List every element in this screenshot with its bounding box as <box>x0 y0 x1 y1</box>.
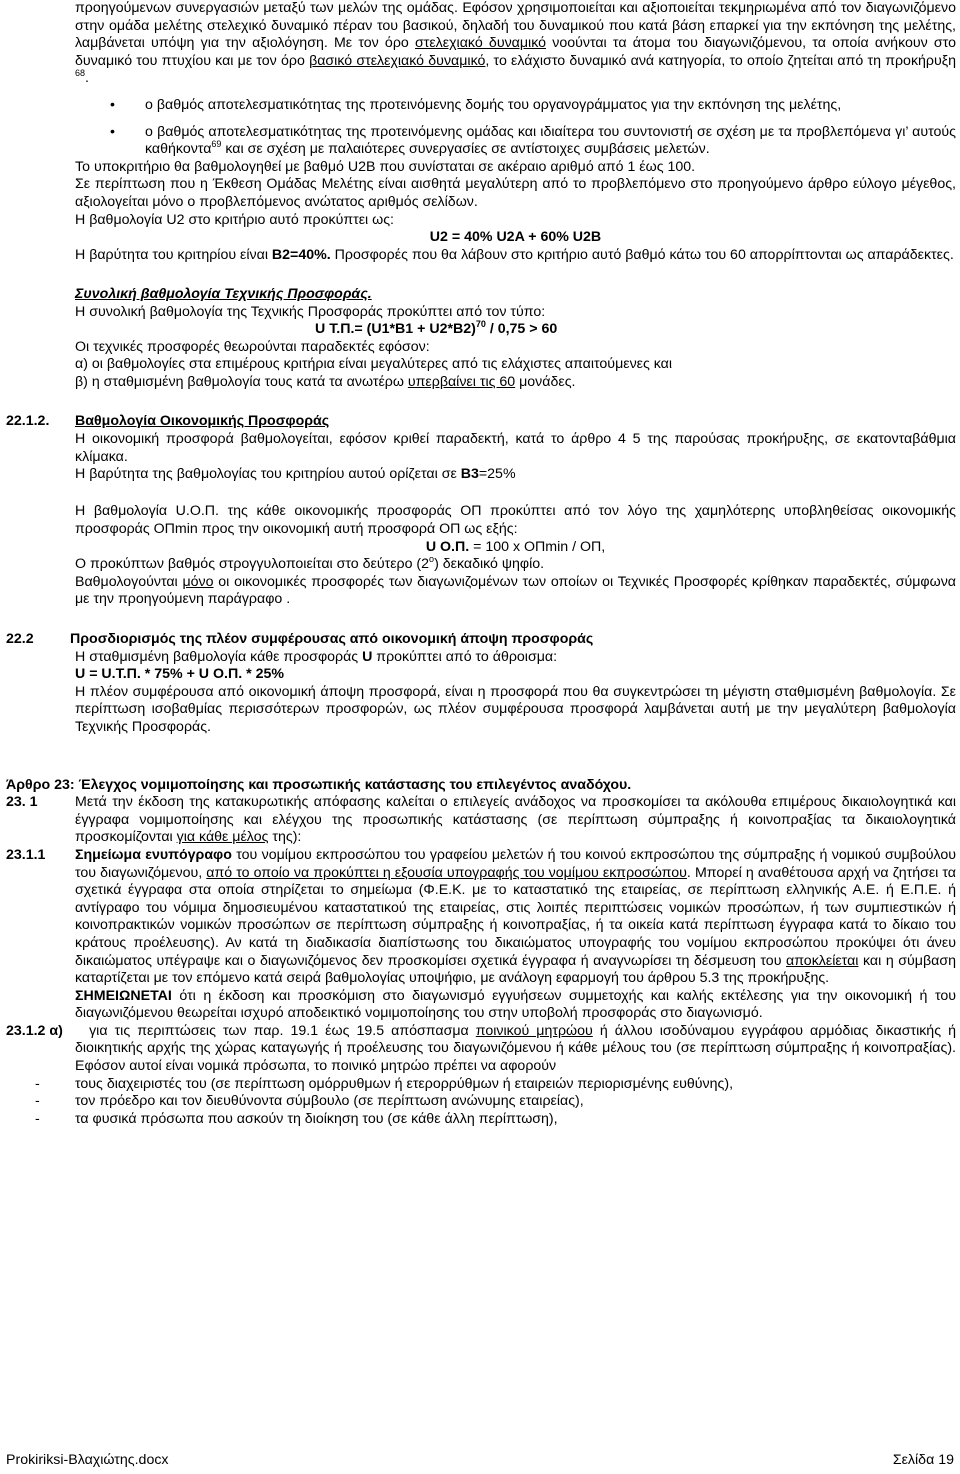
weighted-formula: U = U.Τ.Π. * 75% + U O.Π. * 25% <box>75 666 284 683</box>
paragraph-exceed: Σε περίπτωση που η Έκθεση Ομάδας Μελέτης είναι αισθητά μεγαλύτερη από το προβλεπόμενο στο προηγούμενο άρθρο εύλογο μέγεθος, αξιολογείται μόνο ο προβλεπόμενος ανώτατος αριθμός σελίδων. <box>75 176 956 210</box>
total-intro: Η συνολική βαθμολογία της Τεχνικής Προσφοράς προκύπτει από τον τύπο: <box>75 303 546 320</box>
section-23-1 <box>0 794 960 847</box>
bullet-item <box>145 97 956 115</box>
text: ΣΗΜΕΙΩΝΕΤΑΙ <box>75 987 172 1004</box>
footnote-ref: 70 <box>475 319 486 330</box>
text: β) η σταθμισμένη βαθμολογία τους κατά τα ανωτέρω <box>75 373 408 390</box>
dash-item: - τα φυσικά πρόσωπα που ασκούν τη διοίκηση του (σε κάθε άλλη περίπτωση), <box>75 1111 960 1129</box>
text: Προσφορές που θα λάβουν στο κριτήριο αυτό βαθμό κάτω του 60 απορρίπτονται ως απαράδεκτες. <box>330 246 954 263</box>
text: προηγούμενων συνεργασιών μεταξύ των μελών της ομάδας. Εφόσον χρησιμοποιείται και αξιοποιείται τεκμηριωμένα από τον διαγωνιζόμενο στην ομάδα μελέτης στελεχικό δυναμικό πέραν του βασικού, δηλαδή του δυναμικού που κατά βάση επαρκεί για την εκπόνηση της μελέτης, λαμβάνεται υπόψη για την αξιολόγηση. Με τον όρο <box>75 0 956 52</box>
dash-item: - τους διαχειριστές του (σε περίπτωση ομόρρυθμων ή ετερορρύθμων ή εταιρειών περιορισμένης ευθύνης), <box>75 1076 960 1094</box>
section-number: 23. 1 <box>6 794 38 811</box>
paragraph-23-1 <box>75 794 956 847</box>
accept-intro: Οι τεχνικές προσφορές θεωρούνται παραδεκτές εφόσον: <box>75 338 430 355</box>
text: υπερβαίνει τις 60 <box>407 373 516 390</box>
text: Βαθμολογούνται <box>75 573 183 590</box>
text: =25% <box>478 466 516 483</box>
text: Η σταθμισμένη βαθμολογία κάθε προσφοράς <box>75 648 363 665</box>
text: Β2=40%. <box>271 246 331 263</box>
text: οι οικονομικές προσφορές των διαγωνιζομένων των οποίων οι Τεχνικές Προσφορές κρίθηκαν παραδεκτές, σύμφωνα με την προηγούμενη παράγραφο . <box>75 573 956 608</box>
section-22-2-heading <box>0 631 960 649</box>
subcriterion-line: Το υποκριτήριο θα βαθμολογηθεί με βαθμό U2B που συνίσταται σε ακέραιο αριθμό από 1 έως 100. <box>75 158 696 175</box>
section-title: Προσδιορισμός της πλέον συμφέρουσας από οικονομική άποψη προσφοράς <box>70 631 594 647</box>
u2-formula: U2 = 40% U2A + 60% U2B <box>429 229 602 246</box>
footer-filename: Prokiriksi-Βλαχιώτης.docx <box>6 1452 169 1468</box>
text: της): <box>268 829 302 846</box>
text: προκύπτει από το άθροισμα: <box>372 648 558 665</box>
text: νοούνται τα άτομα του διαγωνιζόμενου, τα οποία ανήκουν στο δυναμικό του πτυχίου και με τον όρο <box>75 35 956 69</box>
text: = 100 x ΟΠmin / ΟΠ, <box>469 538 606 555</box>
section-number: 22.2 <box>6 631 34 647</box>
paragraph-only <box>75 574 956 609</box>
underlined-term: βασικό στελεχιακό δυναμικό <box>309 52 486 69</box>
text: U <box>362 648 373 665</box>
text: ποινικού μητρώου <box>475 1022 593 1039</box>
total-formula <box>75 321 956 339</box>
paragraph-weight-b3 <box>75 466 956 484</box>
text: μονάδες. <box>515 373 576 390</box>
paragraph-financial: Η οικονομική προσφορά βαθμολογείται, εφόσον κριθεί παραδεκτή, κατά το άρθρο 4 5 της παρούσας προκήρυξης, σε εκατονταβάθμια κλίμακα. <box>75 431 956 465</box>
text: U Τ.Π.= (U1*B1 + U2*B2) <box>315 321 476 338</box>
paragraph-23-1-1 <box>75 847 956 988</box>
text: για τις περιπτώσεις των παρ. 19.1 έως 19.5 απόσπασμα <box>82 1022 476 1039</box>
text: Μετά την έκδοση της κατακυρωτικής απόφασης καλείται ο επιλεγείς ανάδοχος να προσκομίσει τα ακόλουθα επιμέρους δικαιολογητικά και έγγραφα νομιμοποίησης και ελέγχου της προσωπικής κατάστασης (σε περίπτωση σύμπραξης ή κοινοπραξίας τα δικαιολογητικά προσκομίζονται <box>75 794 956 846</box>
paragraph-uop: Η βαθμολογία U.Ο.Π. της κάθε οικονομικής προσφοράς ΟΠ προκύπτει από τον λόγο της χαμηλότερης υποβληθείσας οικονομικής προσφοράς ΟΠmin προς την οικονομική αυτή προσφορά ΟΠ ως εξής: <box>75 503 956 538</box>
paragraph-23-1-2 <box>75 1023 956 1076</box>
section-22-1-2-heading <box>0 413 960 431</box>
text: και η σύμβαση καταρτίζεται με τον επόμενο κατά σειρά βαθμολογίας υποψήφιο, με ανάλογη εφαρμογή του άρθρου 5.3 της προκήρυξης. <box>75 952 956 987</box>
accept-a: α) οι βαθμολογίες στα επιμέρους κριτήρια είναι μεγαλύτερες από τις ελάχιστες απαιτούμενες και <box>75 356 673 373</box>
uop-formula <box>75 539 956 557</box>
text: ότι η έκδοση και προσκόμιση στο διαγωνισμό εγγυήσεων συμμετοχής και καλής εκτέλεσης για την οικονομική ή του διαγωνιζόμενου θεωρείται ισχυρό αποδεικτικό νομιμοποίησης του στην υποβολή προσφοράς στο διαγωνισμό. <box>75 987 956 1022</box>
text: και σε σχέση με παλαιότερες συνεργασίες σε αντίστοιχες συμβάσεις μελετών. <box>221 141 710 158</box>
section-number: 23.1.1 <box>6 846 46 863</box>
text: , το ελάχιστο δυναμικό ανά κατηγορία, το οποίο ζητείται από τη προκήρυξη <box>485 52 956 69</box>
text: U O.Π. <box>425 538 470 555</box>
section-title: Βαθμολογία Οικονομικής Προσφοράς <box>75 413 330 430</box>
rounding-line <box>75 556 956 574</box>
accept-b <box>75 374 956 392</box>
footnote-ref: 69 <box>211 139 222 150</box>
text: / 0,75 > 60 <box>485 321 558 338</box>
text: αποκλείεται <box>786 952 859 969</box>
text: Η βαρύτητα της βαθμολογίας του κριτηρίου αυτού ορίζεται σε <box>75 466 461 483</box>
section-number: 23.1.2 α) <box>6 1022 63 1039</box>
bullet-item <box>145 124 956 159</box>
paragraph-best-offer: Η πλέον συμφέρουσα από οικονομική άποψη προσφορά, είναι η προσφορά που θα συγκεντρώσει τη μέγιστη σταθμισμένη βαθμολογία. Σε περίπτωση ισοβαθμίας περισσότερων προσφορών, ως πλέον συμφέρουσα προσφορά λαμβάνεται αυτή με την μεγαλύτερη βαθμολογία Τεχνικής Προσφοράς. <box>75 683 956 735</box>
text: Η βαρύτητα του κριτηρίου είναι <box>75 246 272 263</box>
section-23-1-1 <box>0 847 960 988</box>
page-footer <box>6 1452 954 1470</box>
text: ο βαθμός αποτελεσματικότητας της προτεινόμενης δομής του οργανογράμματος για την εκπόνηση της μελέτης, <box>145 96 842 113</box>
text: ή άλλου ισοδύναμου εγγράφου αρμόδιας δικαστικής ή διοικητικής αρχής της χώρας καταγωγής ή προέλευσης του διαγωνιζόμενου ή κάθε μέλους του (σε περίπτωση σύμπραξης ή κοινοπραξίας). Εφόσον αυτοί είναι νομικά πρόσωπα, το ποινικό μητρώο πρέπει να αφορούν <box>75 1022 956 1075</box>
text: ο <box>429 554 435 565</box>
footnote-ref: 68 <box>75 68 86 79</box>
text: ) δεκαδικό ψηφίο. <box>434 556 545 573</box>
u2-intro: Η βαθμολογία U2 στο κριτήριο αυτό προκύπτει ως: <box>75 211 394 228</box>
article-23-title: Άρθρο 23: Έλεγχος νομιμοποίησης και προσωπικής κατάστασης του επιλεγέντος αναδόχου. <box>6 776 632 793</box>
text: από το οποίο να προκύπτει η εξουσία υπογραφής του νομίμου εκπροσώπου <box>206 864 687 881</box>
text: Β3 <box>460 466 479 483</box>
text: ο βαθμός αποτελεσματικότητας της προτεινόμενης ομάδας και ιδιαίτερα του συντονιστή σε σχέση με τα προβλεπόμενα γι’ αυτούς καθήκοντα <box>145 123 956 158</box>
paragraph-note <box>75 988 956 1023</box>
text: του νομίμου εκπροσώπου του γραφείου μελετών ή του κοινού εκπροσώπου της σύμπραξης ή νομικού συμβούλου του διαγωνιζόμενου, <box>75 846 956 881</box>
text: . Μπορεί η αναθέτουσα αρχή να ζητήσει τα σχετικά έγγραφα στα οποία στηρίζεται το σημείωμα (Φ.Ε.Κ. με το καταστατικό της εταιρείας, σε περίπτωση ελληνικής Α.Ε. ή Ε.Π.Ε. ή αντίγραφο του νόμιμα δημοσιευμένου καταστατικού της εταιρείας, στις λοιπές περιπτώσεις νομικών προσώπων, ή των συμπιεστικών ή κοινοπρακτικών νομικών προσώπων σε περίπτωση σύμπραξης ή κοινοπραξίας, ή τα οικεία κατά περίπτωση έγγραφα κατά το δίκαιο του κράτους προέλευσης). Αν κατά τη διαδικασία διαπίστωσης του δικαιώματος υπογραφής του νομίμου εκπροσώπου προκύψει ότι άνευ δικαιώματος υπέγραψε και ο διαγωνιζόμενος δεν προσκομίσει σχετικά έγγραφα ή αναγνωρίσει τη δέσμευση του <box>75 864 957 969</box>
section-23-1-2 <box>0 1023 960 1076</box>
text: Σημείωμα ενυπόγραφο <box>75 846 232 863</box>
paragraph-staff: προηγούμενων συνεργασιών μεταξύ των μελών της ομάδας. Εφόσον χρησιμοποιείται και αξιοποιείται τεκμηριωμένα από τον διαγωνιζόμενο στην ομάδα μελέτης στελεχικό δυναμικό πέραν του βασικού, δηλαδή του δυναμικού που κατά βάση επαρκεί για την εκπόνηση της μελέτης, λαμβάνεται υπόψη για την αξιολόγηση. Με τον όρο στελεχιακό δυναμικό νοούνται τα άτομα του διαγωνιζόμενου, τα οποία ανήκουν στο δυναμικό του πτυχίου και με τον όρο βασικό στελεχιακό δυναμικό, το ελάχιστο δυναμικό ανά κατηγορία, το οποίο ζητείται από τη προκήρυξη $^{68}$. <box>75 0 956 87</box>
text: Ο προκύπτων βαθμός στρογγυλοποιείται στο δεύτερο (2 <box>75 556 430 573</box>
section-number: 22.1.2. <box>6 413 50 430</box>
underlined-term: στελεχιακό δυναμικό <box>415 35 547 52</box>
paragraph-weighted <box>75 649 956 667</box>
dash-item: - τον πρόεδρο και τον διευθύνοντα σύμβουλο (σε περίπτωση ανώνυμης εταιρείας), <box>75 1093 960 1111</box>
footer-page-number: Σελίδα 19 <box>892 1452 954 1468</box>
text: για κάθε μέλος <box>176 829 269 846</box>
text: μόνο <box>182 573 214 590</box>
total-heading: Συνολική βαθμολογία Τεχνικής Προσφοράς. <box>75 285 372 302</box>
paragraph-weight <box>75 247 956 265</box>
